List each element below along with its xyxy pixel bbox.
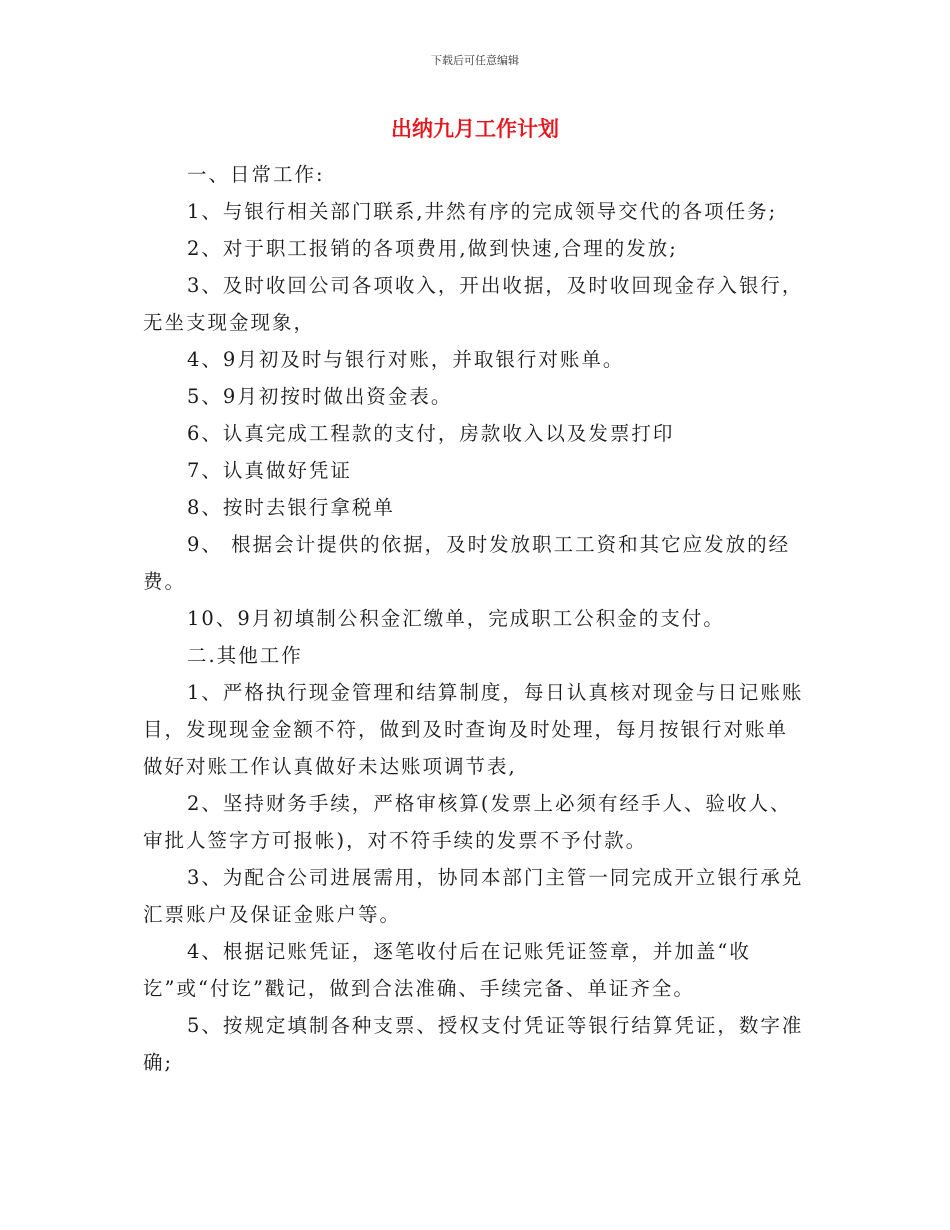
paragraph: 4、根据记账凭证，逐笔收付后在记账凭证签章，并加盖“收讫”或“付讫”戳记，做到合法准确、手续完备、单证齐全。: [143, 940, 751, 1000]
paragraph: 7、认真做好凭证: [187, 459, 352, 482]
paragraph: 3、为配合公司进展需用，协同本部门主管一同完成开立银行承兑汇票账户及保证金账户等。: [143, 866, 804, 926]
paragraph: 1、与银行相关部门联系,井然有序的完成领导交代的各项任务;: [187, 200, 778, 223]
paragraph: 5、按规定填制各种支票、授权支付凭证等银行结算凭证，数字准确;: [143, 1014, 804, 1074]
document-title: 出纳九月工作计划: [391, 117, 559, 141]
paragraph: 9、 根据会计提供的依据，及时发放职工工资和其它应发放的经费。: [143, 533, 791, 593]
paragraph: 4、9月初及时与银行对账，并取银行对账单。: [187, 348, 625, 371]
paragraph: 2、对于职工报销的各项费用,做到快速,合理的发放;: [187, 237, 678, 260]
paragraph: 1、严格执行现金管理和结算制度，每日认真核对现金与日记账账目，发现现金金额不符，做到及时查询及时处理，每月按银行对账单做好对账工作认真做好未达账项调节表,: [143, 681, 804, 778]
paragraph: 3、及时收回公司各项收入，开出收据，及时收回现金存入银行，无坐支现金现象，: [143, 274, 804, 334]
paragraph: 6、认真完成工程款的支付，房款收入以及发票打印: [187, 422, 675, 445]
paragraph: 10、9月初填制公积金汇缴单，完成职工公积金的支付。: [187, 607, 725, 630]
paragraph: 5、9月初按时做出资金表。: [187, 385, 453, 408]
section-heading-other-work: 二.其他工作: [187, 644, 303, 667]
paragraph: 2、坚持财务手续，严格审核算(发票上必须有经手人、验收人、审批人签字方可报帐)，对不符手续的发票不予付款。: [143, 792, 792, 852]
section-heading-daily-work: 一、日常工作:: [187, 163, 325, 186]
document-body: [143, 156, 807, 1081]
paragraph: 8、按时去银行拿税单: [187, 496, 395, 519]
page-header-note: 下载后可任意编辑: [431, 54, 519, 67]
